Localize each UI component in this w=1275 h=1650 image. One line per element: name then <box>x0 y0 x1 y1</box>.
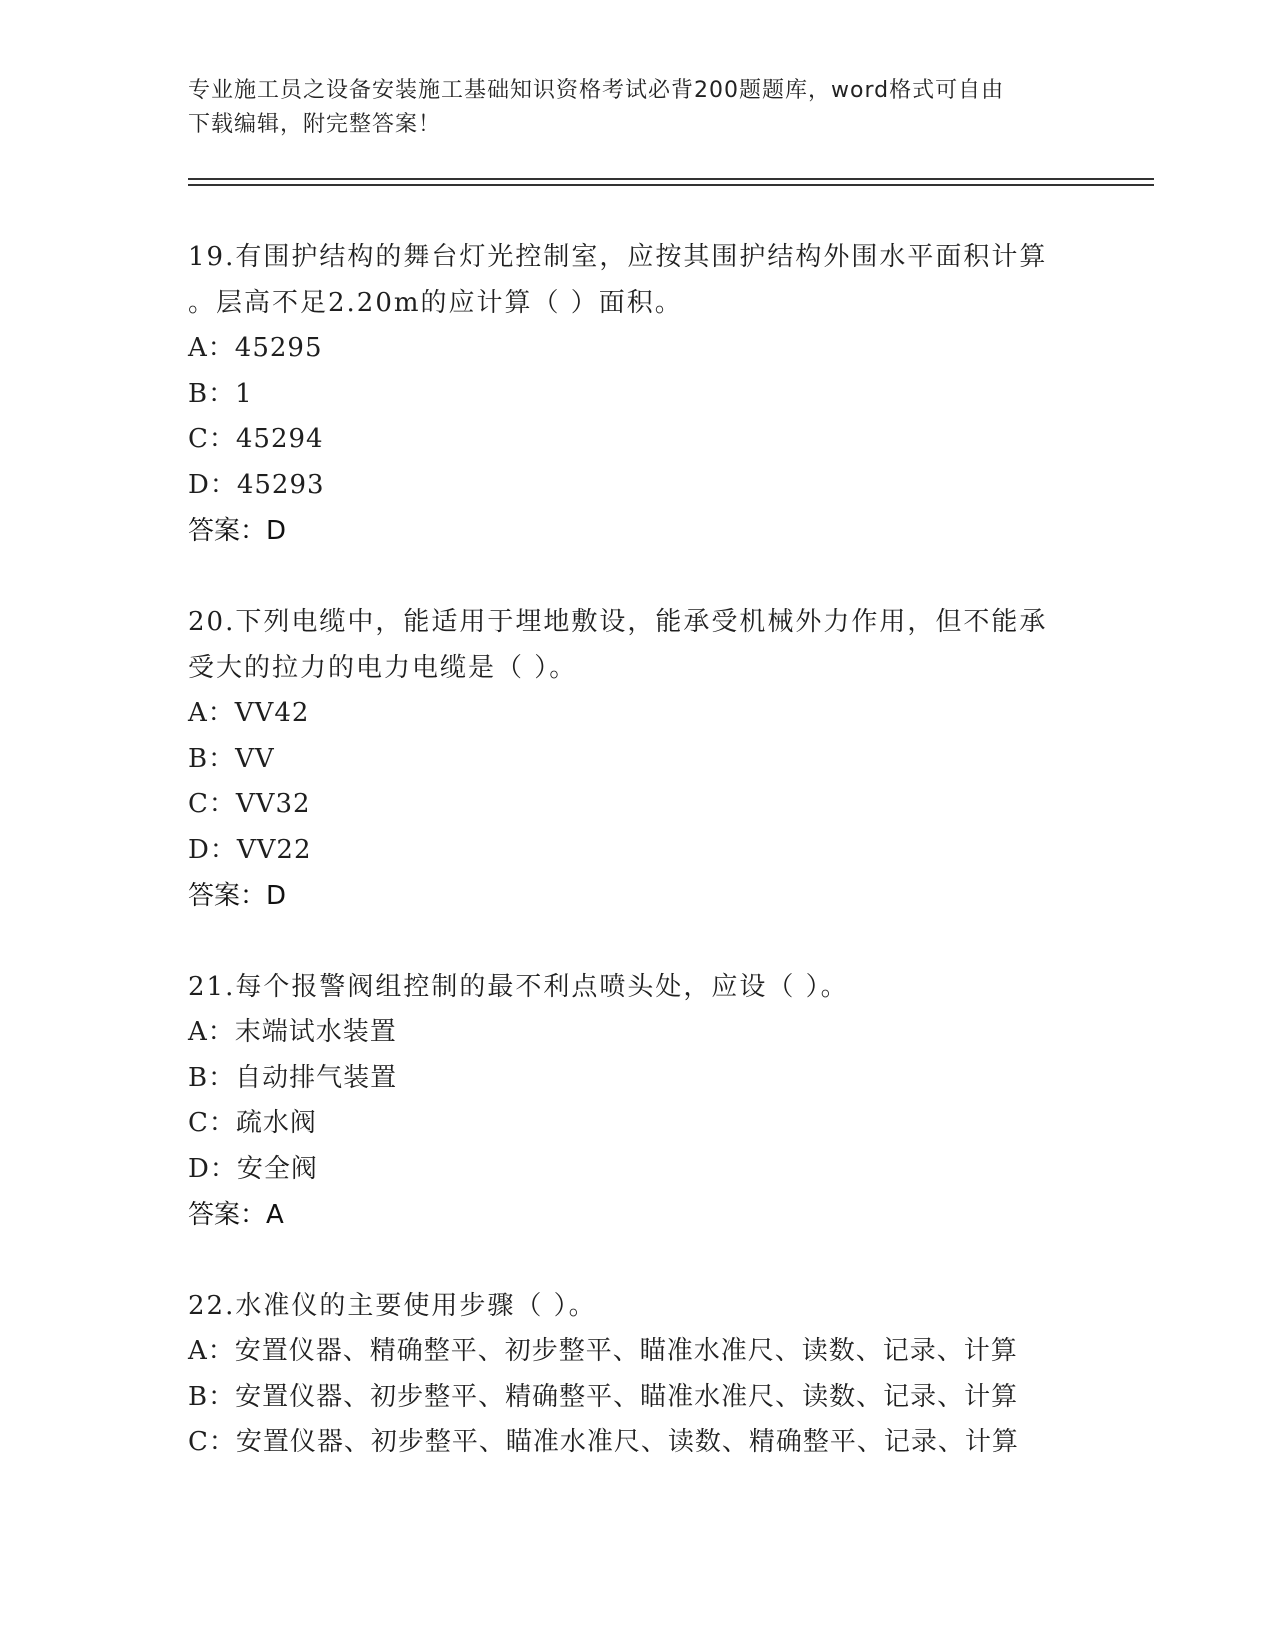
question-20 <box>188 599 1088 919</box>
option-b: B：自动排气装置 <box>188 1062 398 1093</box>
option-a: A：45295 <box>188 333 323 363</box>
question-21 <box>188 964 1088 1238</box>
question-19 <box>188 234 1088 554</box>
option-d: D：安全阀 <box>188 1153 318 1184</box>
answer: 答案：D <box>188 516 287 546</box>
question-stem-line2: 。层高不足2.20m的应计算（ ）面积。 <box>188 288 683 318</box>
option-a: A：末端试水装置 <box>188 1017 397 1047</box>
option-d: D：45293 <box>188 469 325 500</box>
question-stem-line1: 20.下列电缆中，能适用于埋地敷设，能承受机械外力作用，但不能承 <box>188 607 1048 637</box>
question-stem-line1: 22.水准仪的主要使用步骤（ ）。 <box>188 1291 597 1321</box>
option-d: D：VV22 <box>188 834 312 865</box>
answer: 答案：D <box>188 881 287 911</box>
option-c: C：VV32 <box>188 789 311 819</box>
header-title-line2: 下载编辑，附完整答案！ <box>188 112 442 137</box>
header-title-line1: 专业施工员之设备安装施工基础知识资格考试必背200题题库，word格式可自由 <box>188 78 1005 103</box>
question-stem-line1: 19.有围护结构的舞台灯光控制室，应按其围护结构外围水平面积计算 <box>188 242 1048 272</box>
option-b: B：安置仪器、初步整平、精确整平、瞄准水准尺、读数、记录、计算 <box>188 1381 1019 1412</box>
answer: 答案：A <box>188 1200 284 1230</box>
question-stem-line2: 受大的拉力的电力电缆是（ ）。 <box>188 653 578 683</box>
question-22 <box>188 1283 1088 1466</box>
option-c: C：安置仪器、初步整平、瞄准水准尺、读数、精确整平、记录、计算 <box>188 1427 1019 1457</box>
option-b: B：1 <box>188 378 253 409</box>
option-a: A：安置仪器、精确整平、初步整平、瞄准水准尺、读数、记录、计算 <box>188 1336 1018 1366</box>
option-b: B：VV <box>188 743 275 774</box>
header-divider-top <box>188 178 1154 180</box>
question-stem-line1: 21.每个报警阀组控制的最不利点喷头处，应设（ ）。 <box>188 972 849 1002</box>
option-a: A：VV42 <box>188 698 310 728</box>
option-c: C：45294 <box>188 424 324 454</box>
header-divider-bottom <box>188 184 1154 186</box>
document-header <box>188 74 1088 142</box>
option-c: C：疏水阀 <box>188 1108 317 1138</box>
